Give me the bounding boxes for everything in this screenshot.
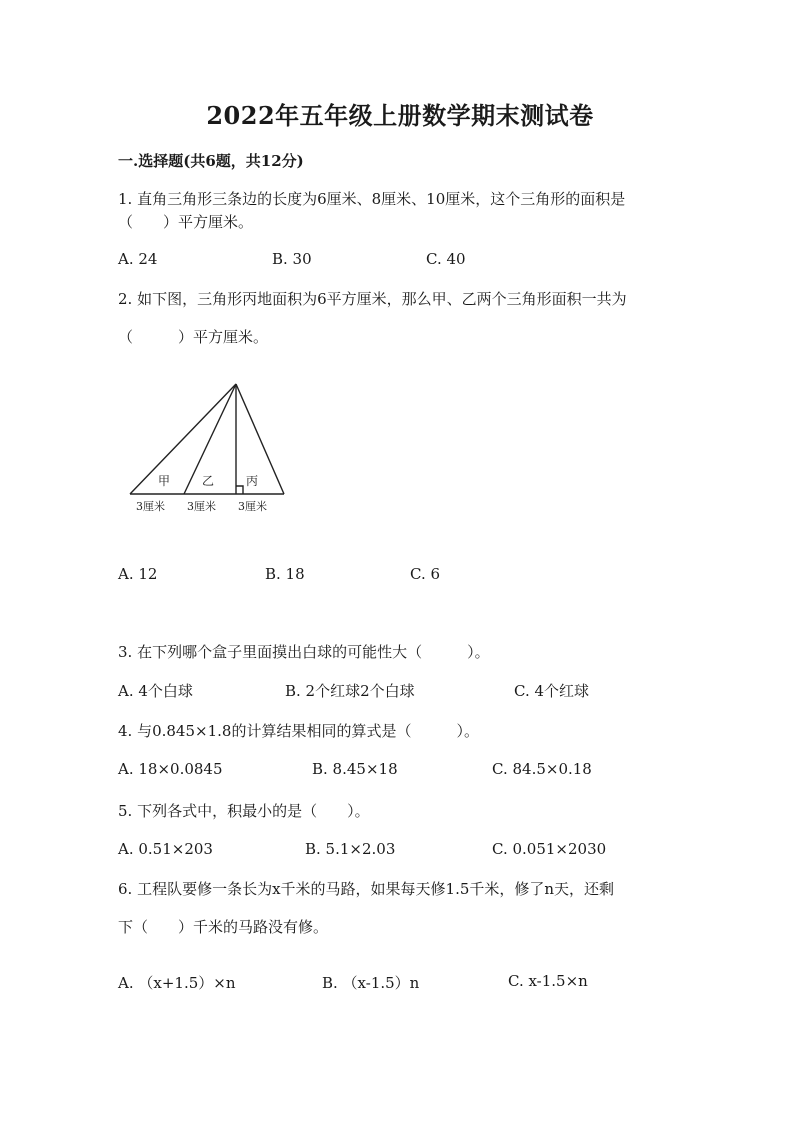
question-4-option-a: A. 18×0.0845 (118, 760, 223, 778)
question-5-option-a: A. 0.51×203 (118, 840, 213, 858)
triangle-diagram (124, 378, 294, 520)
question-5-option-c: C. 0.051×2030 (492, 840, 607, 858)
question-1-option-a: A. 24 (118, 250, 158, 268)
question-4-option-b: B. 8.45×18 (312, 760, 398, 778)
question-4-text: 4. 与0.845×1.8的计算结果相同的算式是（ ）。 (118, 722, 479, 740)
question-6-option-c: C. x-1.5×n (508, 972, 588, 990)
question-1-text: 1. 直角三角形三条边的长度为6厘米、8厘米、10厘米，这个三角形的面积是 (118, 190, 626, 208)
section-heading: 一.选择题(共6题，共12分) (118, 152, 304, 170)
question-5-text: 5. 下列各式中，积最小的是（ ）。 (118, 802, 370, 820)
segment-label-1: 3厘米 (136, 500, 165, 513)
question-6-text: 6. 工程队要修一条长为x千米的马路，如果每天修1.5千米，修了n天，还剩 (118, 880, 615, 898)
question-2-option-c: C. 6 (410, 565, 441, 583)
question-2-option-b: B. 18 (265, 565, 305, 583)
question-6-option-a: A. （x+1.5）×n (118, 974, 236, 992)
question-5-option-b: B. 5.1×2.03 (305, 840, 396, 858)
question-3-option-b: B. 2个红球2个白球 (285, 682, 415, 700)
question-3-option-a: A. 4个白球 (118, 682, 193, 700)
left-edge (130, 384, 236, 494)
question-1-text-cont: （ ）平方厘米。 (118, 213, 254, 231)
question-6-text-cont: 下（ ）千米的马路没有修。 (118, 918, 329, 936)
segment-label-3: 3厘米 (238, 500, 267, 513)
question-1-option-b: B. 30 (272, 250, 312, 268)
label-yi: 乙 (202, 474, 215, 488)
right-angle-mark (236, 486, 243, 494)
question-2-option-a: A. 12 (118, 565, 158, 583)
question-1-option-c: C. 40 (426, 250, 466, 268)
question-6-option-b: B. （x-1.5）n (322, 974, 420, 992)
question-3-text: 3. 在下列哪个盒子里面摸出白球的可能性大（ ）。 (118, 643, 490, 661)
question-3-option-c: C. 4个红球 (514, 682, 590, 700)
question-4-option-c: C. 84.5×0.18 (492, 760, 592, 778)
label-bing: 丙 (246, 474, 259, 488)
question-2-text-cont: （ ）平方厘米。 (118, 328, 269, 346)
segment-label-2: 3厘米 (187, 500, 216, 513)
page-title: 2022年五年级上册数学期末测试卷 (206, 101, 594, 130)
triangle-figure (124, 378, 294, 520)
right-edge (236, 384, 284, 494)
question-2-text: 2. 如下图，三角形丙地面积为6平方厘米，那么甲、乙两个三角形面积一共为 (118, 290, 627, 308)
label-jia: 甲 (158, 474, 171, 488)
